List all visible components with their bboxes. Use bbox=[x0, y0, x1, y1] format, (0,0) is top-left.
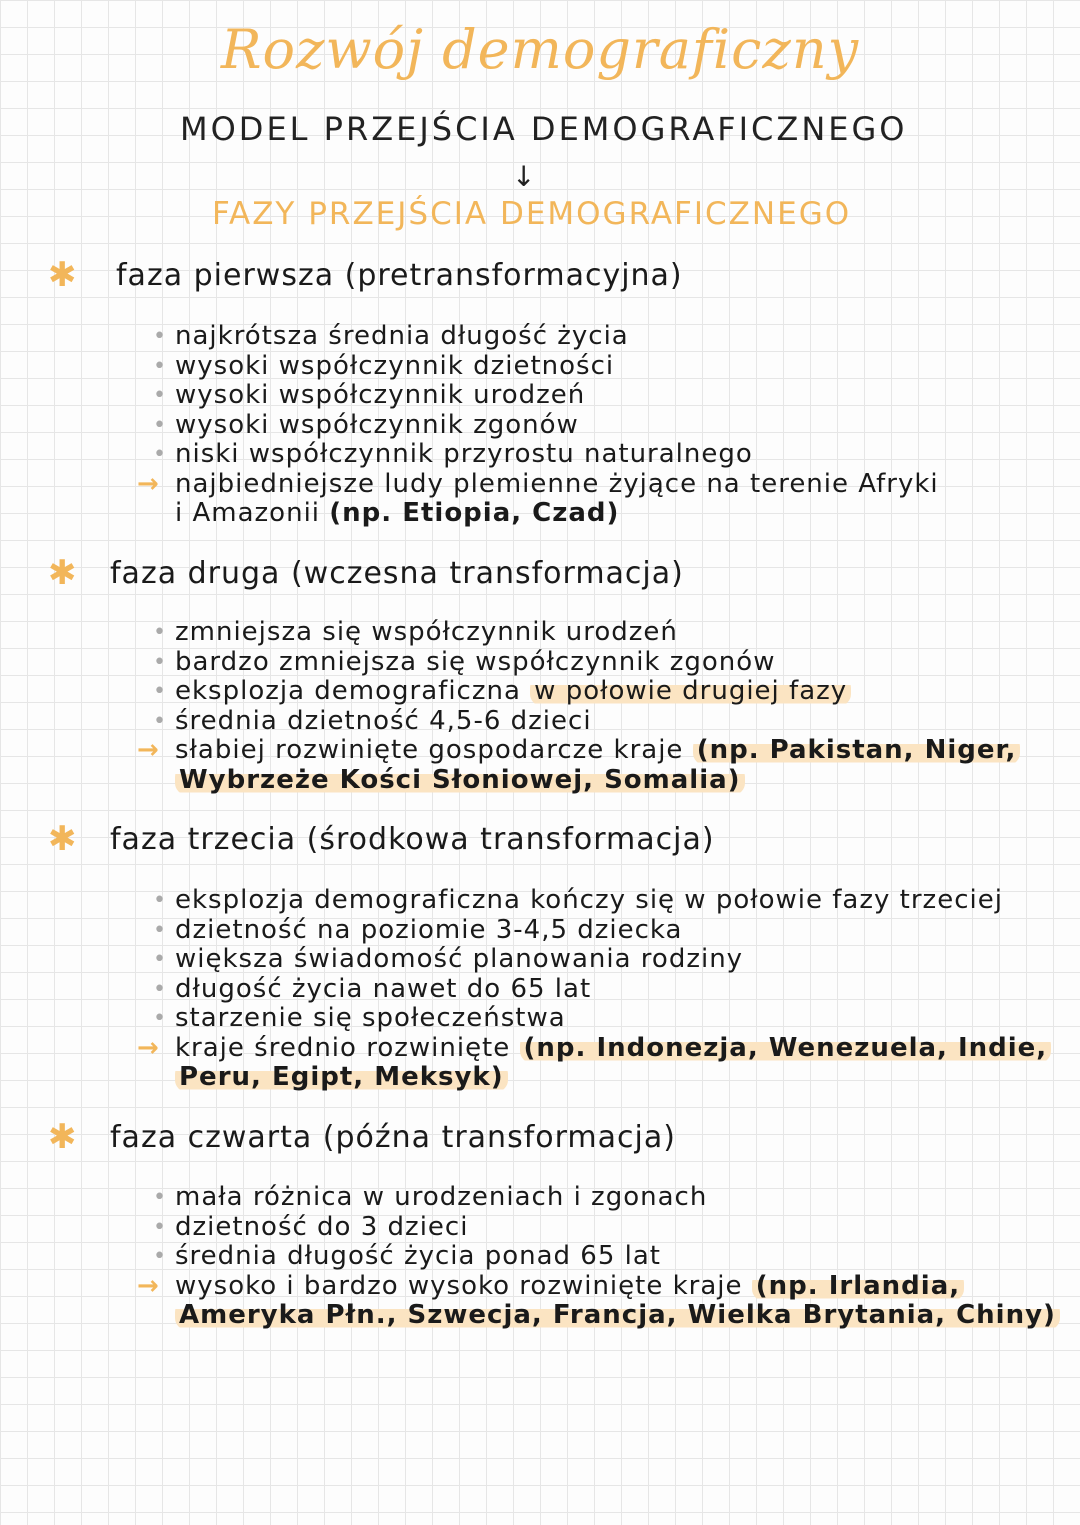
list-item: • wysoki współczynnik dzietności bbox=[153, 350, 615, 381]
example-line: → najbiedniejsze ludy plemienne żyjące na terenie Afryki bbox=[137, 468, 939, 499]
page-title: Rozwój demograficzny bbox=[220, 18, 860, 81]
list-item: • zmniejsza się współczynnik urodzeń bbox=[153, 617, 678, 647]
star-icon: ✱ bbox=[48, 819, 77, 859]
example-line: Ameryka Płn., Szwecja, Francja, Wielka Brytania, Chiny) bbox=[175, 1301, 1060, 1331]
phases-heading: FAZY PRZEJŚCIA DEMOGRAFICZNEGO bbox=[212, 196, 852, 232]
phase-4-heading: faza czwarta (późna transformacja) bbox=[110, 1120, 676, 1155]
phase-1-heading: faza pierwsza (pretransformacyjna) bbox=[116, 258, 683, 293]
phase-3-heading: faza trzecia (środkowa transformacja) bbox=[110, 822, 715, 857]
list-item: • eksplozja demograficzna w połowie drugiej fazy bbox=[175, 677, 1020, 707]
phase-2-heading: faza druga (wczesna transformacja) bbox=[110, 556, 684, 591]
list-item: • długość życia nawet do 65 lat bbox=[153, 973, 592, 1004]
list-item: • najkrótsza średnia długość życia bbox=[153, 321, 629, 351]
list-item: • średnia długość życia ponad 65 lat bbox=[153, 1241, 661, 1271]
list-item: • niski współczynnik przyrostu naturalnego bbox=[153, 439, 753, 469]
example-line: i Amazonii (np. Etiopia, Czad) bbox=[175, 498, 620, 528]
example-line: → słabiej rozwinięte gospodarcze kraje (np. Pakistan, Niger, bbox=[175, 736, 1020, 766]
down-arrow-icon: ↓ bbox=[512, 160, 536, 193]
star-icon: ✱ bbox=[48, 255, 77, 295]
list-item: • wysoki współczynnik urodzeń bbox=[153, 380, 586, 410]
model-heading: MODEL PRZEJŚCIA DEMOGRAFICZNEGO bbox=[180, 110, 908, 148]
list-item: • dzietność na poziomie 3-4,5 dziecka bbox=[153, 914, 683, 945]
example-line: → wysoko i bardzo wysoko rozwinięte kraje (np. Irlandia, bbox=[175, 1272, 1060, 1302]
phase-1-list bbox=[137, 321, 939, 529]
phase-2-list bbox=[137, 617, 1020, 795]
example-line: Peru, Egipt, Meksyk) bbox=[175, 1063, 1051, 1093]
list-item: • eksplozja demograficzna kończy się w połowie fazy trzeciej bbox=[153, 885, 1003, 915]
list-item: • starzenie się społeczeństwa bbox=[153, 1003, 566, 1033]
list-item: • wysoki współczynnik zgonów bbox=[153, 409, 579, 440]
phase-4-list bbox=[137, 1182, 1060, 1331]
phase-3-list bbox=[137, 885, 1051, 1093]
list-item: • dzietność do 3 dzieci bbox=[153, 1211, 469, 1242]
example-line: → kraje średnio rozwinięte (np. Indonezja, Wenezuela, Indie, bbox=[175, 1034, 1051, 1064]
list-item: • średnia dzietność 4,5-6 dzieci bbox=[153, 705, 592, 736]
star-icon: ✱ bbox=[48, 1117, 77, 1157]
star-icon: ✱ bbox=[48, 553, 77, 593]
example-line: Wybrzeże Kości Słoniowej, Somalia) bbox=[175, 766, 1020, 796]
list-item: • mała różnica w urodzeniach i zgonach bbox=[153, 1182, 708, 1212]
list-item: • większa świadomość planowania rodziny bbox=[153, 944, 744, 974]
list-item: • bardzo zmniejsza się współczynnik zgonów bbox=[153, 646, 776, 677]
